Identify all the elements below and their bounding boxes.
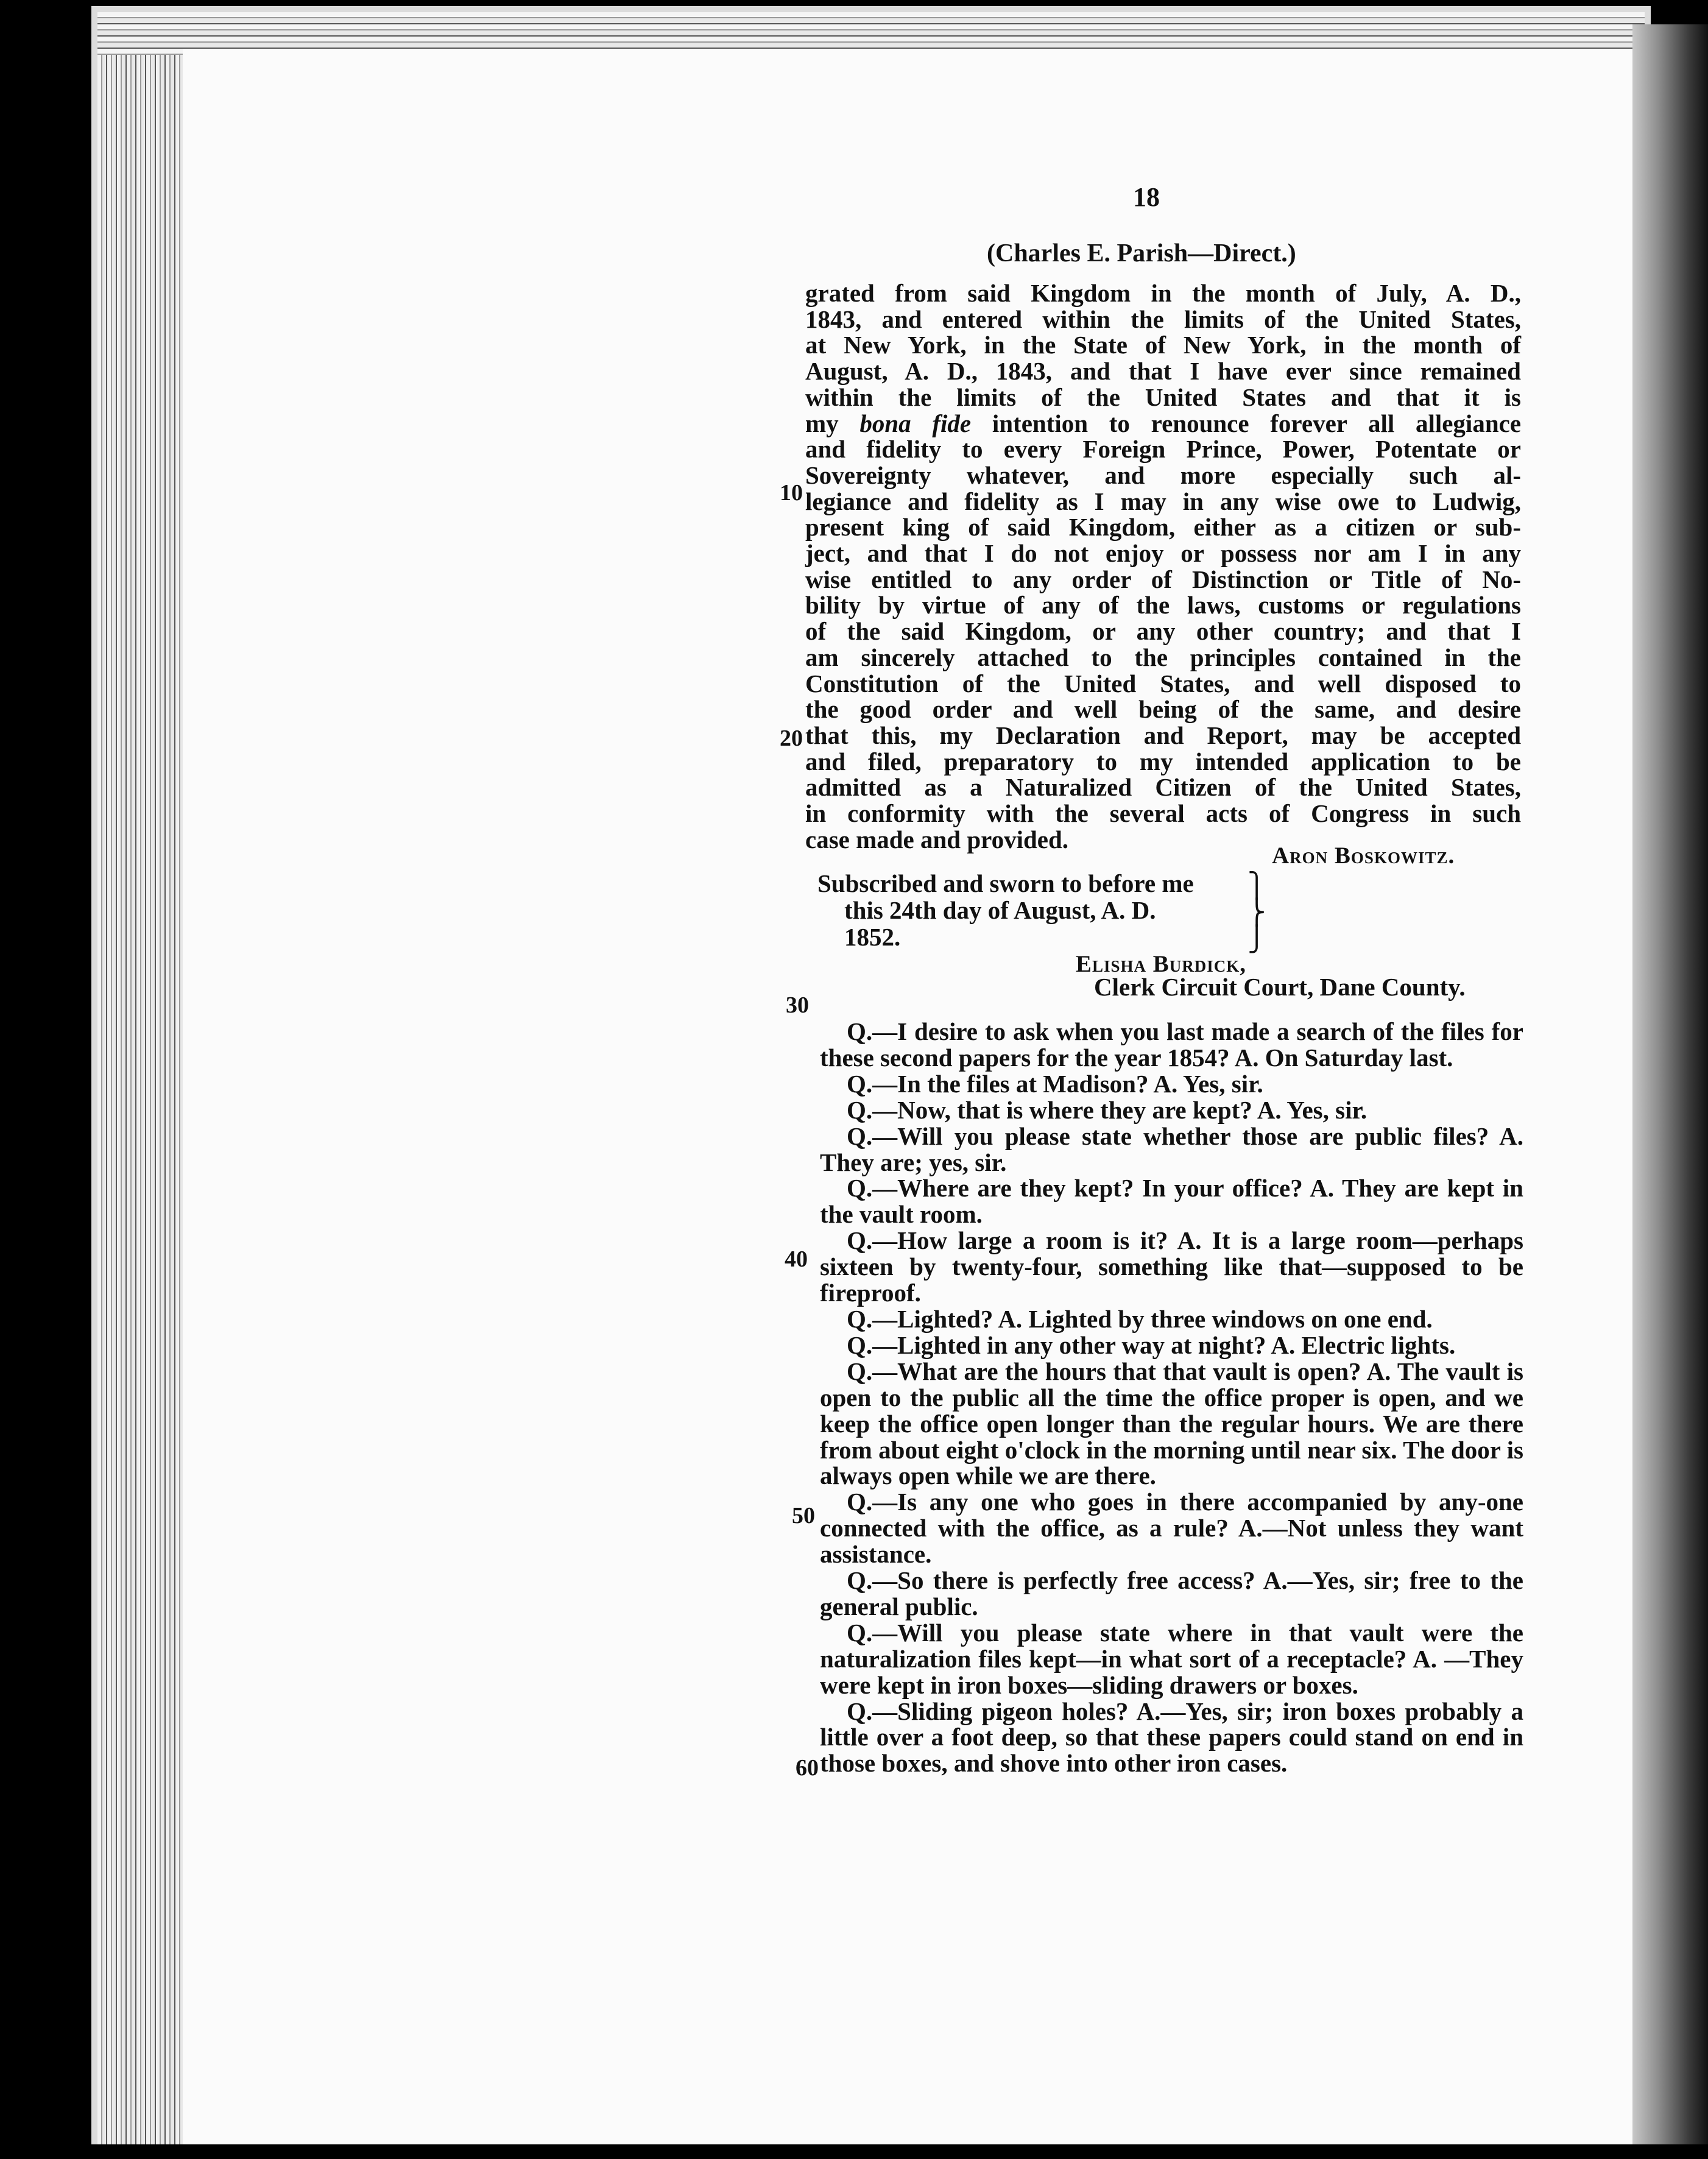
declaration-line: the good order and well being of the same, and desire [805, 695, 1521, 724]
testimony-paragraph: Q.—Lighted in any other way at night? A. Electric lights. [847, 1330, 1456, 1359]
declaration-line: grated from said Kingdom in the month of July, A. D., [805, 279, 1521, 307]
testimony-paragraph: Q.—Sliding pigeon holes? A.—Yes, sir; iron boxes probably a little over a foot deep, so that these papers could stand on end in those boxes, and shove into other iron cases. [820, 1697, 1523, 1778]
declaration-line: August, A. D., 1843, and that I have ever since remained [805, 357, 1521, 386]
line-number-60: 60 [796, 1755, 819, 1781]
binding-shadow [1632, 24, 1708, 2144]
jurat-line-3: 1852. [844, 923, 901, 951]
declaration-line: wise entitled to any order of Distinction or Title of No- [805, 565, 1521, 593]
declaration-line: 1843, and entered within the limits of the United States, [805, 305, 1521, 333]
declaration-line: admitted as a Naturalized Citizen of the United States, [805, 773, 1521, 802]
testimony-paragraph: Q.—Will you please state where in that vault were the naturalization files kept—in what sort of a receptacle? A. —They were kept in iron boxes—sliding drawers or boxes. [820, 1618, 1523, 1699]
testimony-paragraph: Q.—Now, that is where they are kept? A. Yes, sir. [847, 1095, 1367, 1124]
declaration-line: within the limits of the United States and that it is [805, 383, 1521, 411]
line-number-20: 20 [780, 726, 803, 751]
declaration-line: and fidelity to every Foreign Prince, Power, Potentate or [805, 435, 1521, 464]
testimony-text [820, 1019, 1523, 1776]
testimony-paragraph: Q.—I desire to ask when you last made a search of the files for these second papers for the year 1854? A. On Saturday last. [820, 1017, 1523, 1072]
clerk-name: Elisha Burdick, [1076, 951, 1247, 977]
scan-border [0, 2144, 1708, 2159]
declaration-line: am sincerely attached to the principles contained in the [805, 643, 1521, 671]
jurat-line-1: Subscribed and sworn to before me [817, 869, 1194, 897]
clerk-title: Clerk Circuit Court, Dane County. [1094, 973, 1466, 1001]
declaration-line: that this, my Declaration and Report, may be accepted [805, 721, 1521, 749]
testimony-paragraph: Q.—In the files at Madison? A. Yes, sir. [847, 1069, 1263, 1098]
jurat [817, 870, 1268, 950]
declaration-line: present king of said Kingdom, either as a citizen or sub- [805, 513, 1521, 542]
declaration-line: of the said Kingdom, or any other country; and that I [805, 617, 1521, 646]
jurat-line-2: this 24th day of August, A. D. [844, 896, 1156, 924]
line-number-50: 50 [792, 1503, 815, 1528]
declaration-line: my bona fide intention to renounce forever all allegiance [805, 409, 1522, 437]
testimony-paragraph: Q.—Where are they kept? In your office? A. They are kept in the vault room. [820, 1174, 1523, 1229]
page-edges-left [97, 12, 189, 2144]
line-number-10: 10 [780, 480, 803, 506]
declaration-line: Sovereignty whatever, and more especially such al- [805, 461, 1521, 489]
page-number: 18 [1133, 182, 1160, 212]
declaration-line: case made and provided. [805, 825, 1069, 853]
testimony-paragraph: Q.—Is any one who goes in there accompanied by any-one connected with the office, as a rule? A.—Not unless they want assistance. [820, 1488, 1523, 1569]
declaration-text [805, 280, 1521, 852]
testimony-paragraph: Q.—What are the hours that that vault is open? A. The vault is open to the public all the time the office proper is open, and we keep the office open longer than the regular hours. We are there from about eight o'clock in the morning until near six. The door is always open while we are there. [820, 1357, 1523, 1490]
declaration-line: and filed, preparatory to my intended application to be [805, 747, 1521, 776]
testimony-paragraph: Q.—Will you please state whether those are public files? A. They are; yes, sir. [820, 1122, 1523, 1176]
declaration-line: in conformity with the several acts of Congress in such [805, 799, 1521, 828]
jurat-brace: ⎫ ⎬ ⎭ [1247, 872, 1266, 953]
declaration-line: ject, and that I do not enjoy or possess nor am I in any [805, 539, 1521, 568]
line-number-30: 30 [786, 992, 809, 1018]
testimony-paragraph: Q.—How large a room is it? A. It is a large room—perhaps sixteen by twenty-four, something like that—supposed to be fireproof. [820, 1226, 1523, 1307]
declaration-line: at New York, in the State of New York, in the month of [805, 331, 1521, 359]
testimony-paragraph: Q.—Lighted? A. Lighted by three windows on one end. [847, 1304, 1433, 1333]
running-header: (Charles E. Parish—Direct.) [987, 239, 1296, 267]
declaration-line: Constitution of the United States, and well disposed to [805, 669, 1521, 698]
declaration-line: bility by virtue of any of the laws, customs or regulations [805, 591, 1521, 620]
testimony-paragraph: Q.—So there is perfectly free access? A.—Yes, sir; free to the general public. [820, 1566, 1523, 1620]
signature: Aron Boskowitz. [1272, 843, 1455, 869]
declaration-line: legiance and fidelity as I may in any wise owe to Ludwig, [805, 487, 1521, 515]
line-number-40: 40 [785, 1246, 808, 1272]
